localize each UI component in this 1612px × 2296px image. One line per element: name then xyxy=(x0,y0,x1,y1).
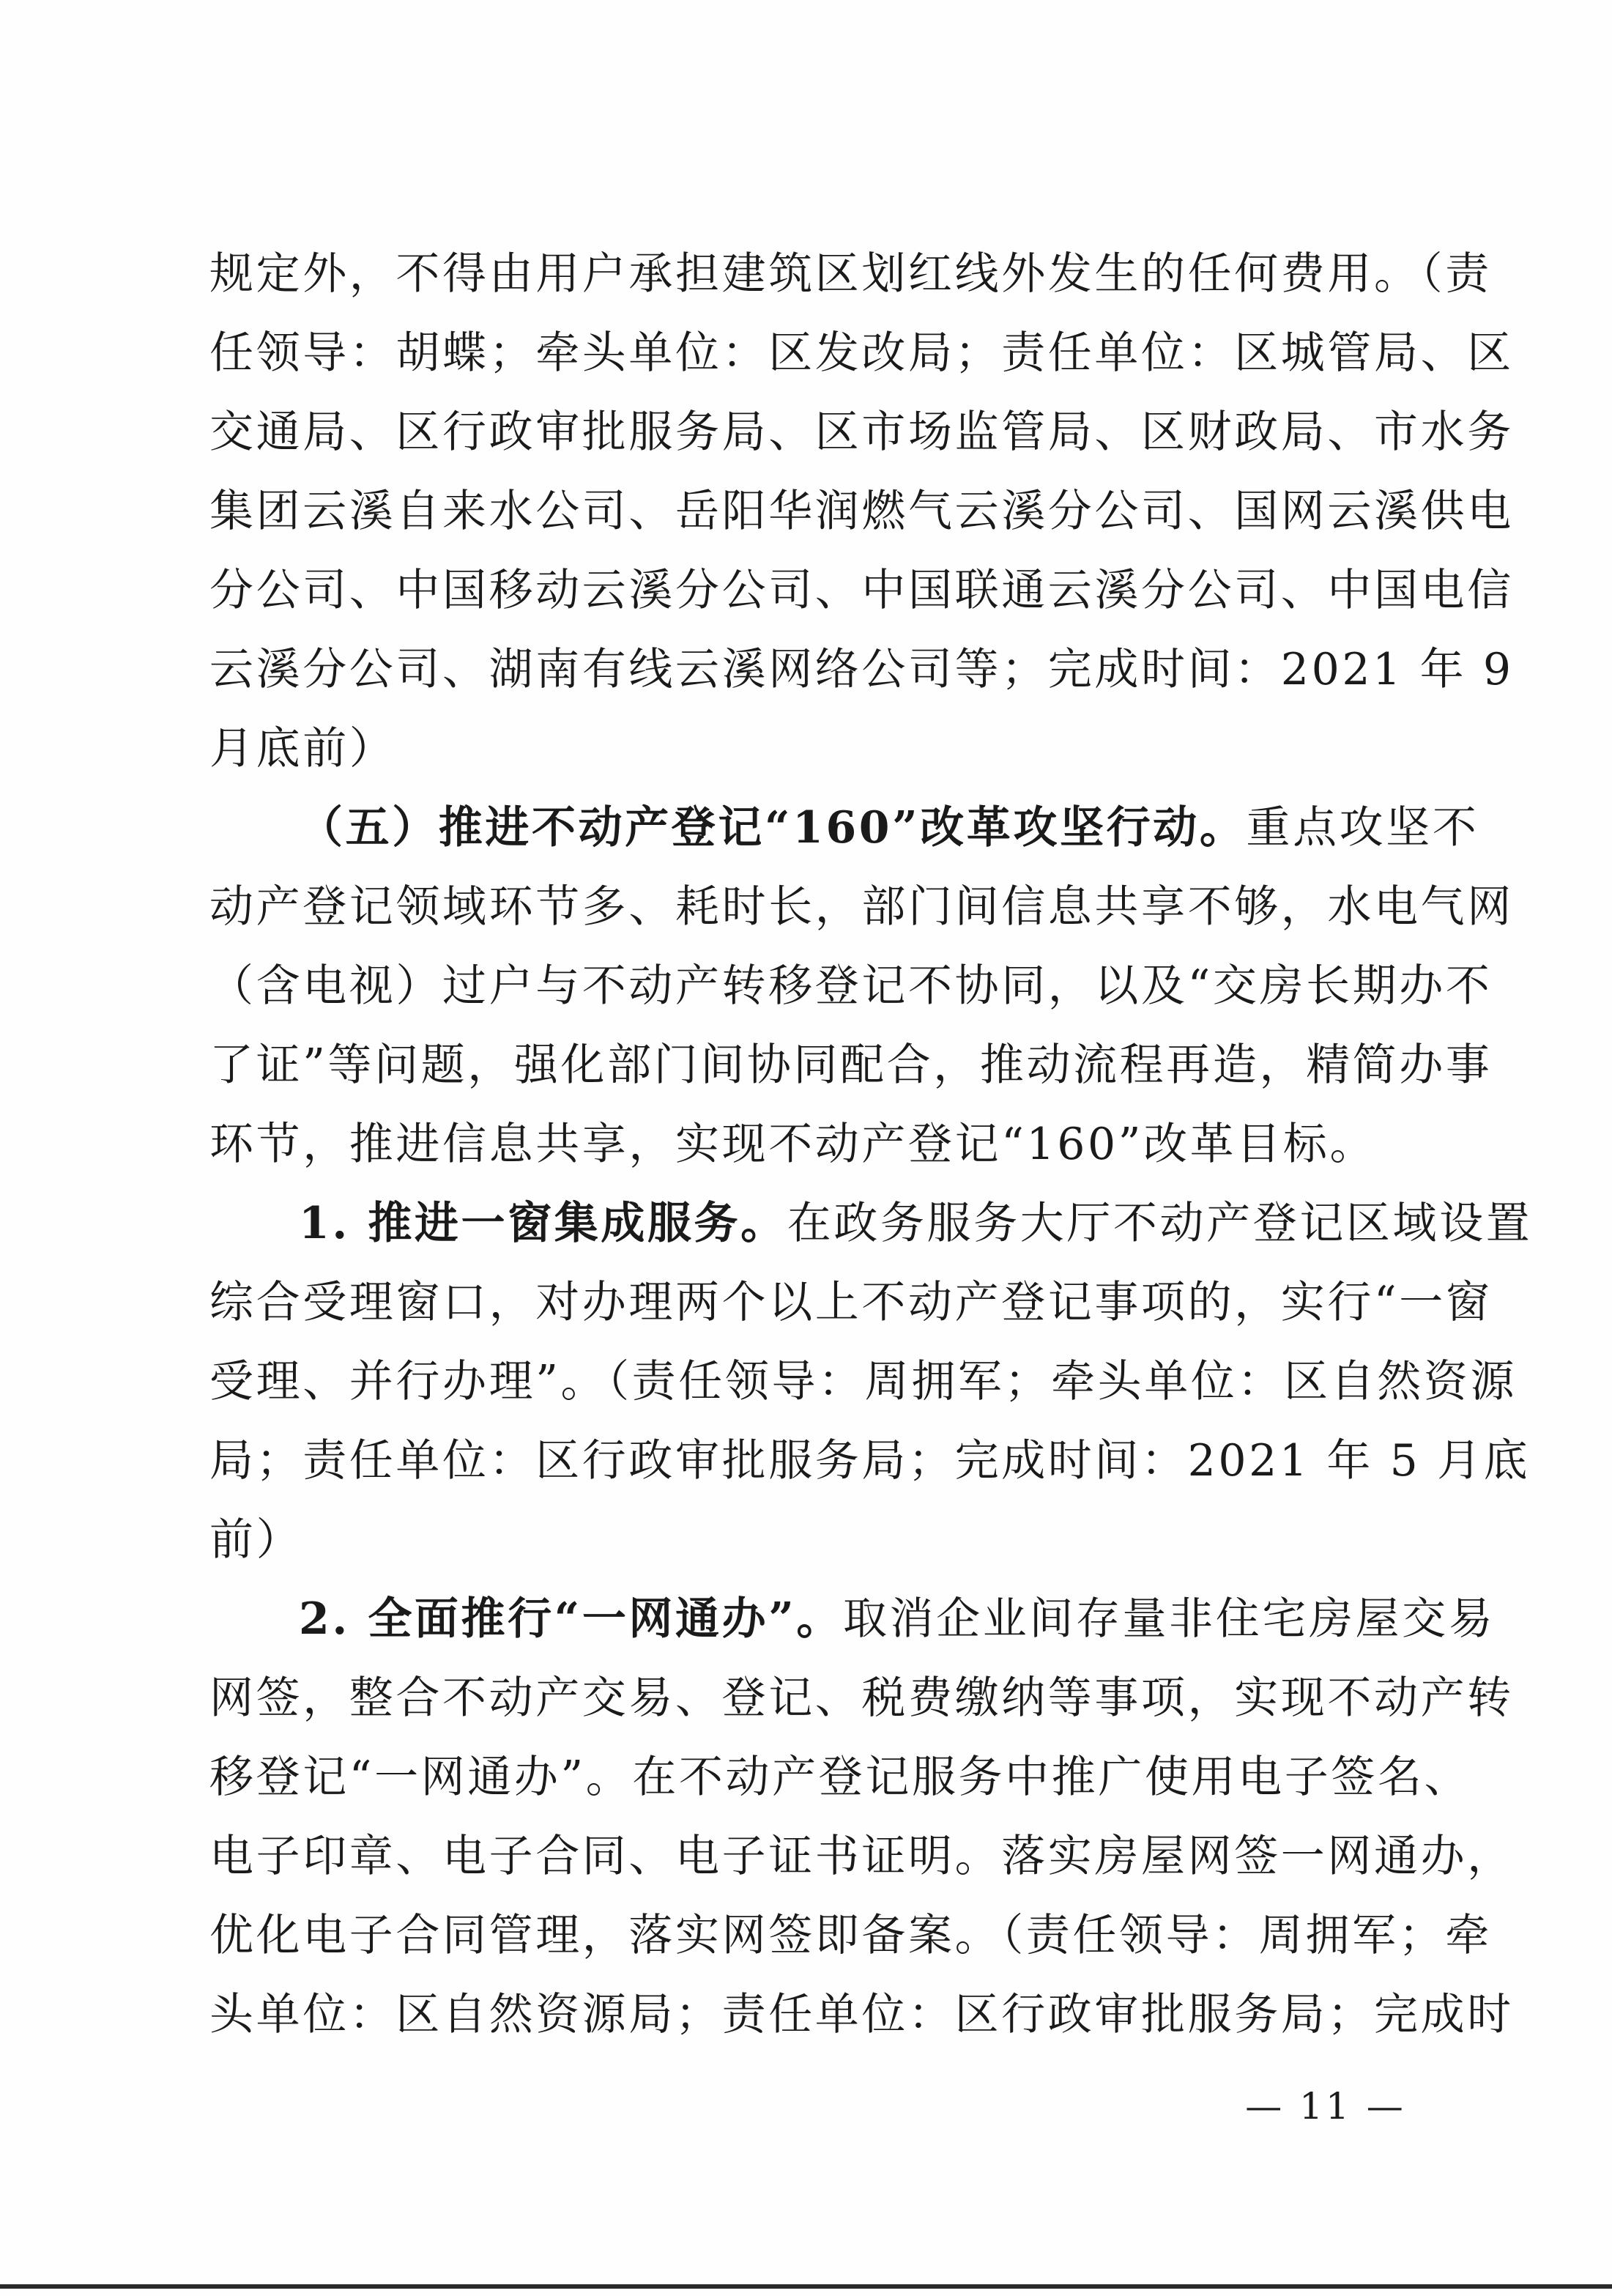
text-line: 任领导：胡蝶；牵头单位：区发改局；责任单位：区城管局、区 xyxy=(209,327,1514,379)
text-line: （含电视）过户与不动产转移登记不协同，以及“交房长期办不 xyxy=(209,960,1493,1012)
item-heading: 2. 全面推行“一网通办”。 xyxy=(299,1593,843,1645)
text-line: 交通局、区行政审批服务局、区市场监管局、区财政局、市水务 xyxy=(209,407,1514,458)
section-heading-line xyxy=(209,788,1479,867)
text-line: 集团云溪自来水公司、岳阳华润燃气云溪分公司、国网云溪供电 xyxy=(209,486,1514,537)
section-five xyxy=(209,788,1514,1184)
section-heading: （五）推进不动产登记“160”改革攻坚行动。 xyxy=(299,802,1247,853)
text-line: 前） xyxy=(209,1514,303,1566)
text-line: 优化电子合同管理，落实网签即备案。（责任领导：周拥军；牵 xyxy=(209,1910,1492,1961)
text-line: 移登记“一网通办”。在不动产登记服务中推广使用电子签名、 xyxy=(209,1752,1471,1803)
text-line: 头单位：区自然资源局；责任单位：区行政审批服务局；完成时 xyxy=(209,1989,1514,2040)
text-line: 规定外，不得由用户承担建筑区划红线外发生的任何费用。（责 xyxy=(209,248,1492,300)
paragraph-continuation xyxy=(209,234,1514,788)
item-heading-rest: 取消企业间存量非住宅房屋交易 xyxy=(842,1593,1496,1645)
item-heading: 1. 推进一窗集成服务。 xyxy=(299,1198,787,1249)
text-line: 分公司、中国移动云溪分公司、中国联通云溪分公司、中国电信 xyxy=(209,565,1514,616)
text-line: 受理、并行办理”。（责任领导：周拥军；牵头单位：区自然资源 xyxy=(209,1356,1518,1407)
text-line: 动产登记领域环节多、耗时长，部门间信息共享不够，水电气网 xyxy=(209,881,1514,933)
text-line: 了证”等问题，强化部门间协同配合，推动流程再造，精简办事 xyxy=(209,1040,1493,1091)
item-heading-rest: 在政务服务大厅不动产登记区域设置 xyxy=(787,1198,1533,1249)
item-heading-line xyxy=(209,1580,1496,1659)
text-line: 环节，推进信息共享，实现不动产登记“160”改革目标。 xyxy=(209,1119,1377,1170)
text-line: 综合受理窗口，对办理两个以上不动产登记事项的，实行“一窗 xyxy=(209,1277,1493,1328)
item-heading-line xyxy=(209,1184,1533,1263)
item-two xyxy=(209,1580,1514,2054)
document-body xyxy=(209,234,1533,2054)
text-line: 网签，整合不动产交易、登记、税费缴纳等事项，实现不动产转 xyxy=(209,1673,1514,1724)
item-one xyxy=(209,1184,1533,1580)
text-line: 局；责任单位：区行政审批服务局；完成时间：2021 年 5 月底 xyxy=(209,1435,1531,1486)
text-line: 云溪分公司、湖南有线云溪网络公司等；完成时间：2021 年 9 xyxy=(209,644,1514,695)
text-line: 电子印章、电子合同、电子证书证明。落实房屋网签一网通办， xyxy=(209,1831,1514,1882)
scan-edge-divider xyxy=(0,2284,1612,2289)
text-line: 月底前） xyxy=(209,723,396,774)
page-number: — 11 — xyxy=(1245,2085,1406,2127)
section-heading-rest: 重点攻坚不 xyxy=(1246,802,1479,853)
